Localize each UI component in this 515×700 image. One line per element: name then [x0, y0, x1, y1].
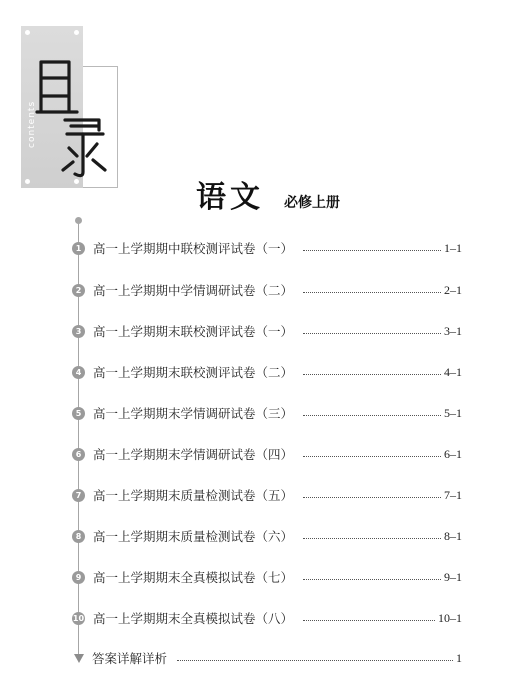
dot-leader [303, 456, 441, 457]
toc-item-title: 高一上学期期末联校测评试卷（二） [93, 365, 294, 380]
page-subtitle: 必修上册 [284, 195, 340, 211]
toc-item-title: 高一上学期期末联校测评试卷（一） [93, 324, 294, 339]
item-number-badge: 1 [72, 242, 85, 255]
toc-item-title: 高一上学期期末质量检测试卷（五） [93, 488, 294, 503]
dot-leader [303, 538, 441, 539]
toc-item-title: 高一上学期期末全真模拟试卷（八） [93, 611, 294, 626]
corner-dot [74, 30, 79, 35]
page-title-group [196, 172, 340, 216]
toc-item-title: 高一上学期期中学情调研试卷（二） [93, 283, 294, 298]
toc-item[interactable] [72, 526, 462, 546]
item-number-badge: 5 [72, 407, 85, 420]
corner-dot [25, 179, 30, 184]
toc-item-page: 7–1 [444, 487, 462, 502]
toc-item-page: 5–1 [444, 405, 462, 420]
dot-leader [303, 620, 435, 621]
toc-item-title: 高一上学期期末质量检测试卷（六） [93, 529, 294, 544]
toc-item-page: 1–1 [444, 240, 462, 255]
answers-page: 1 [456, 650, 462, 665]
dot-leader [303, 374, 441, 375]
timeline-dot [75, 217, 82, 224]
corner-dot [25, 30, 30, 35]
toc-item[interactable] [72, 280, 462, 300]
toc-item-page: 10–1 [438, 610, 462, 625]
dot-leader [303, 333, 441, 334]
toc-item[interactable] [72, 485, 462, 505]
dot-leader [303, 250, 441, 251]
toc-answers-item[interactable] [92, 648, 462, 668]
dot-leader [303, 415, 441, 416]
item-number-badge: 4 [72, 366, 85, 379]
toc-item[interactable] [72, 444, 462, 464]
toc-item-title: 高一上学期期中联校测评试卷（一） [93, 241, 294, 256]
item-number-badge: 7 [72, 489, 85, 502]
item-number-badge: 2 [72, 284, 85, 297]
toc-item[interactable] [72, 238, 462, 258]
contents-word: contents [27, 100, 37, 148]
frame-line [83, 187, 118, 188]
toc-item-title: 高一上学期期末学情调研试卷（四） [93, 447, 294, 462]
item-number-badge: 9 [72, 571, 85, 584]
dot-leader [303, 292, 441, 293]
toc-item-page: 8–1 [444, 528, 462, 543]
toc-item[interactable] [72, 362, 462, 382]
toc-item-page: 9–1 [444, 569, 462, 584]
contents-header-graphic [21, 26, 119, 188]
timeline-arrow-down-icon [74, 654, 84, 663]
toc-item-title: 高一上学期期末学情调研试卷（三） [93, 406, 294, 421]
page-title: 语文 [196, 180, 264, 215]
toc-item-page: 4–1 [444, 364, 462, 379]
dot-leader [177, 660, 453, 661]
toc-item-page: 2–1 [444, 282, 462, 297]
answers-title: 答案详解详析 [92, 651, 168, 666]
toc-item[interactable] [72, 567, 462, 587]
toc-item[interactable] [72, 321, 462, 341]
toc-item[interactable] [72, 608, 462, 628]
item-number-badge: 10 [72, 613, 85, 623]
toc-item-page: 3–1 [444, 323, 462, 338]
dot-leader [303, 579, 441, 580]
item-number-badge: 3 [72, 325, 85, 338]
item-number-badge: 6 [72, 448, 85, 461]
mulu-calligraphy-logo [33, 54, 119, 180]
item-number-badge: 8 [72, 530, 85, 543]
dot-leader [303, 497, 441, 498]
toc-item[interactable] [72, 403, 462, 423]
toc-item-page: 6–1 [444, 446, 462, 461]
toc-item-title: 高一上学期期末全真模拟试卷（七） [93, 570, 294, 585]
